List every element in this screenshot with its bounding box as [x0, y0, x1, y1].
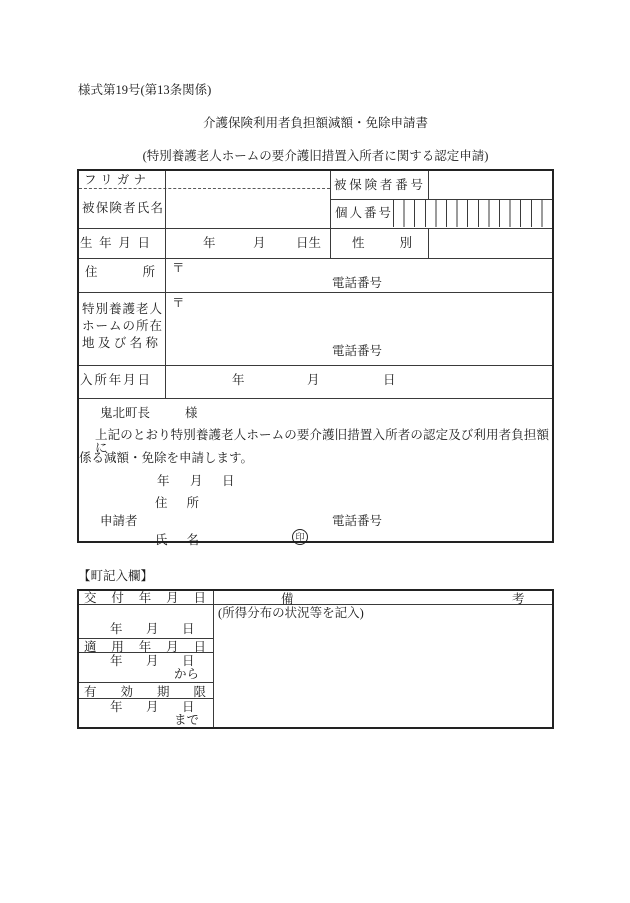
honorific-sama: 様: [185, 406, 198, 420]
declaration-line2: 係る減額・免除を申請します。: [79, 451, 254, 465]
personal-number-label: 個人番号: [335, 206, 391, 220]
postal-mark-facility: 〒: [172, 296, 185, 310]
table-line: [79, 292, 552, 293]
admission-date-label: 入所年月日: [80, 373, 150, 387]
furigana-divider-dashed-line: [79, 188, 330, 189]
insured-number-label: 被保険者番号: [334, 178, 423, 192]
birth-month-label: 月: [253, 236, 266, 250]
town-entry-section-title: 【町記入欄】: [78, 569, 154, 583]
page-subtitle: (特別養護老人ホームの要介護旧措置入所者に関する認定申請): [142, 149, 489, 163]
form-number: 様式第19号(第13条関係): [78, 83, 212, 97]
table-line: [330, 171, 331, 258]
apply-day-label: 日: [182, 654, 195, 668]
remarks-note: (所得分布の状況等を記入): [218, 606, 364, 620]
issue-date-label: 交付年月日: [84, 591, 206, 605]
table-line: [79, 258, 552, 259]
page-title: 介護保険利用者負担額減額・免除申請書: [202, 116, 428, 130]
address-label: 住所: [85, 265, 155, 279]
admission-month-label: 月: [307, 373, 320, 387]
phone-label-address: 電話番号: [332, 276, 383, 290]
facility-label-line3: 地及び名称: [82, 336, 158, 350]
remarks-header-left: 備: [281, 592, 294, 606]
birth-year-label: 年: [203, 236, 216, 250]
birthdate-label: 生年月日: [80, 236, 150, 250]
admission-day-label: 日: [383, 373, 396, 387]
table-line: [428, 228, 429, 258]
table-line: [79, 365, 552, 366]
apply-month-label: 月: [146, 654, 159, 668]
table-line: [79, 638, 213, 639]
applicant-phone-label: 電話番号: [332, 514, 383, 528]
gender-label: 性別: [352, 236, 412, 250]
table-line: [165, 171, 166, 398]
declaration-line1: 上記のとおり特別養護老人ホームの要介護旧措置入所者の認定及び利用者負担額に: [95, 428, 549, 455]
valid-year-label: 年: [110, 700, 123, 714]
postal-mark-address: 〒: [172, 261, 185, 275]
issue-month-label: 月: [146, 622, 159, 636]
phone-label-facility: 電話番号: [332, 344, 383, 358]
valid-month-label: 月: [146, 700, 159, 714]
applicant-name-label: 氏名: [155, 533, 199, 547]
mayor-name: 鬼北町長: [100, 406, 151, 420]
issue-year-label: 年: [110, 622, 123, 636]
apply-from-label: から: [174, 667, 200, 681]
insured-name-label: 被保険者氏名: [82, 201, 163, 215]
table-line: [428, 171, 429, 199]
table-line: [79, 228, 552, 229]
apply-year-label: 年: [110, 654, 123, 668]
application-date-year-label: 年: [157, 474, 170, 488]
issue-day-label: 日: [182, 622, 195, 636]
valid-until-label: まで: [174, 713, 200, 727]
facility-label-line2: ホームの所在: [82, 319, 162, 333]
application-date-day-label: 日: [222, 474, 235, 488]
remarks-header-right: 考: [512, 592, 525, 606]
personal-number-boxes: [393, 200, 552, 227]
table-line: [213, 591, 214, 727]
application-date-month-label: 月: [190, 474, 203, 488]
furigana-label: フリガナ: [84, 173, 146, 187]
valid-period-label: 有効期限: [84, 685, 206, 699]
applicant-label: 申請者: [100, 514, 138, 528]
valid-day-label: 日: [182, 700, 195, 714]
facility-label-line1: 特別養護老人: [82, 302, 162, 316]
table-line: [79, 398, 552, 399]
seal-mark-icon: 印: [292, 529, 308, 545]
apply-date-label: 適用年月日: [84, 640, 206, 654]
admission-year-label: 年: [232, 373, 245, 387]
applicant-address-label: 住所: [155, 496, 199, 510]
table-line: [79, 682, 213, 683]
birth-day-label: 日生: [296, 236, 322, 250]
